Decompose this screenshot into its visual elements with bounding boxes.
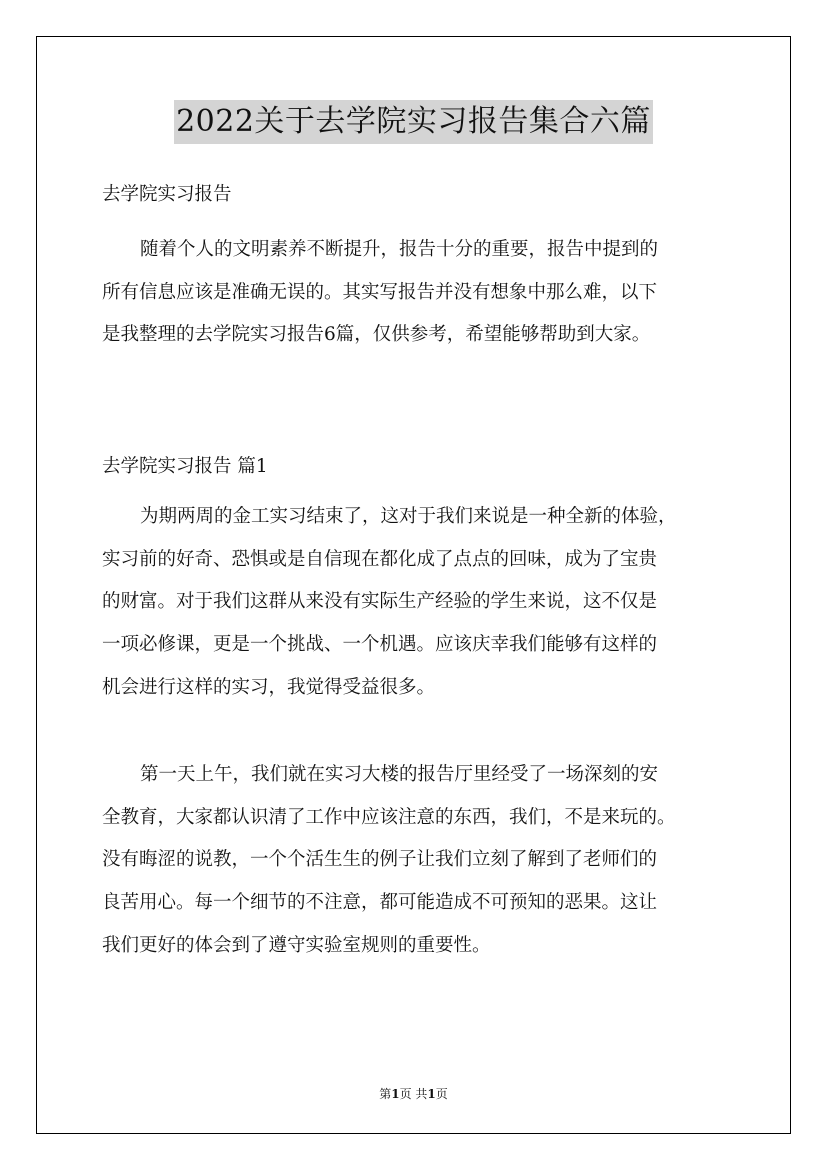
title-wrapper xyxy=(0,100,827,144)
body-paragraph-1 xyxy=(102,496,727,710)
text-line: 是我整理的去学院实习报告6篇，仅供参考，希望能够帮助到大家。 xyxy=(102,324,651,346)
text-line: 没有晦涩的说教，一个个活生生的例子让我们立刻了解到了老师们的 xyxy=(102,849,658,871)
text-line: 的财富。对于我们这群从来没有实际生产经验的学生来说，这不仅是 xyxy=(102,591,658,613)
text-line: 第一天上午，我们就在实习大楼的报告厅里经受了一场深刻的安 xyxy=(140,764,659,785)
page-mid: 页 共 xyxy=(399,1087,428,1101)
page-current: 1 xyxy=(391,1087,400,1101)
intro-paragraph xyxy=(102,229,727,357)
text-line: 为期两周的金工实习结束了，这对于我们来说是一种全新的体验， xyxy=(140,506,677,527)
text-line: 机会进行这样的实习，我觉得受益很多。 xyxy=(102,676,436,698)
page-total: 1 xyxy=(427,1087,436,1101)
page-suffix: 页 xyxy=(435,1087,448,1101)
page-footer xyxy=(0,1085,827,1102)
text-line: 实习前的好奇、恐惧或是自信现在都化成了点点的回味，成为了宝贵 xyxy=(102,548,658,570)
text-line: 一项必修课，更是一个挑战、一个机遇。应该庆幸我们能够有这样的 xyxy=(102,634,658,656)
document-title: 2022关于去学院实习报告集合六篇 xyxy=(174,100,653,144)
text-line: 良苦用心。每一个细节的不注意，都可能造成不可预知的恶果。这让 xyxy=(102,892,658,914)
page-prefix: 第 xyxy=(379,1087,392,1101)
text-line: 所有信息应该是准确无误的。其实写报告并没有想象中那么难，以下 xyxy=(102,281,658,303)
section-heading-part1: 去学院实习报告 篇1 xyxy=(102,456,268,477)
body-paragraph-2 xyxy=(102,754,727,968)
text-line: 我们更好的体会到了遵守实验室规则的重要性。 xyxy=(102,934,491,956)
section-heading-intro: 去学院实习报告 xyxy=(102,184,232,205)
text-line: 随着个人的文明素养不断提升，报告十分的重要，报告中提到的 xyxy=(140,239,659,260)
text-line: 全教育，大家都认识清了工作中应该注意的东西，我们，不是来玩的。 xyxy=(102,806,676,828)
